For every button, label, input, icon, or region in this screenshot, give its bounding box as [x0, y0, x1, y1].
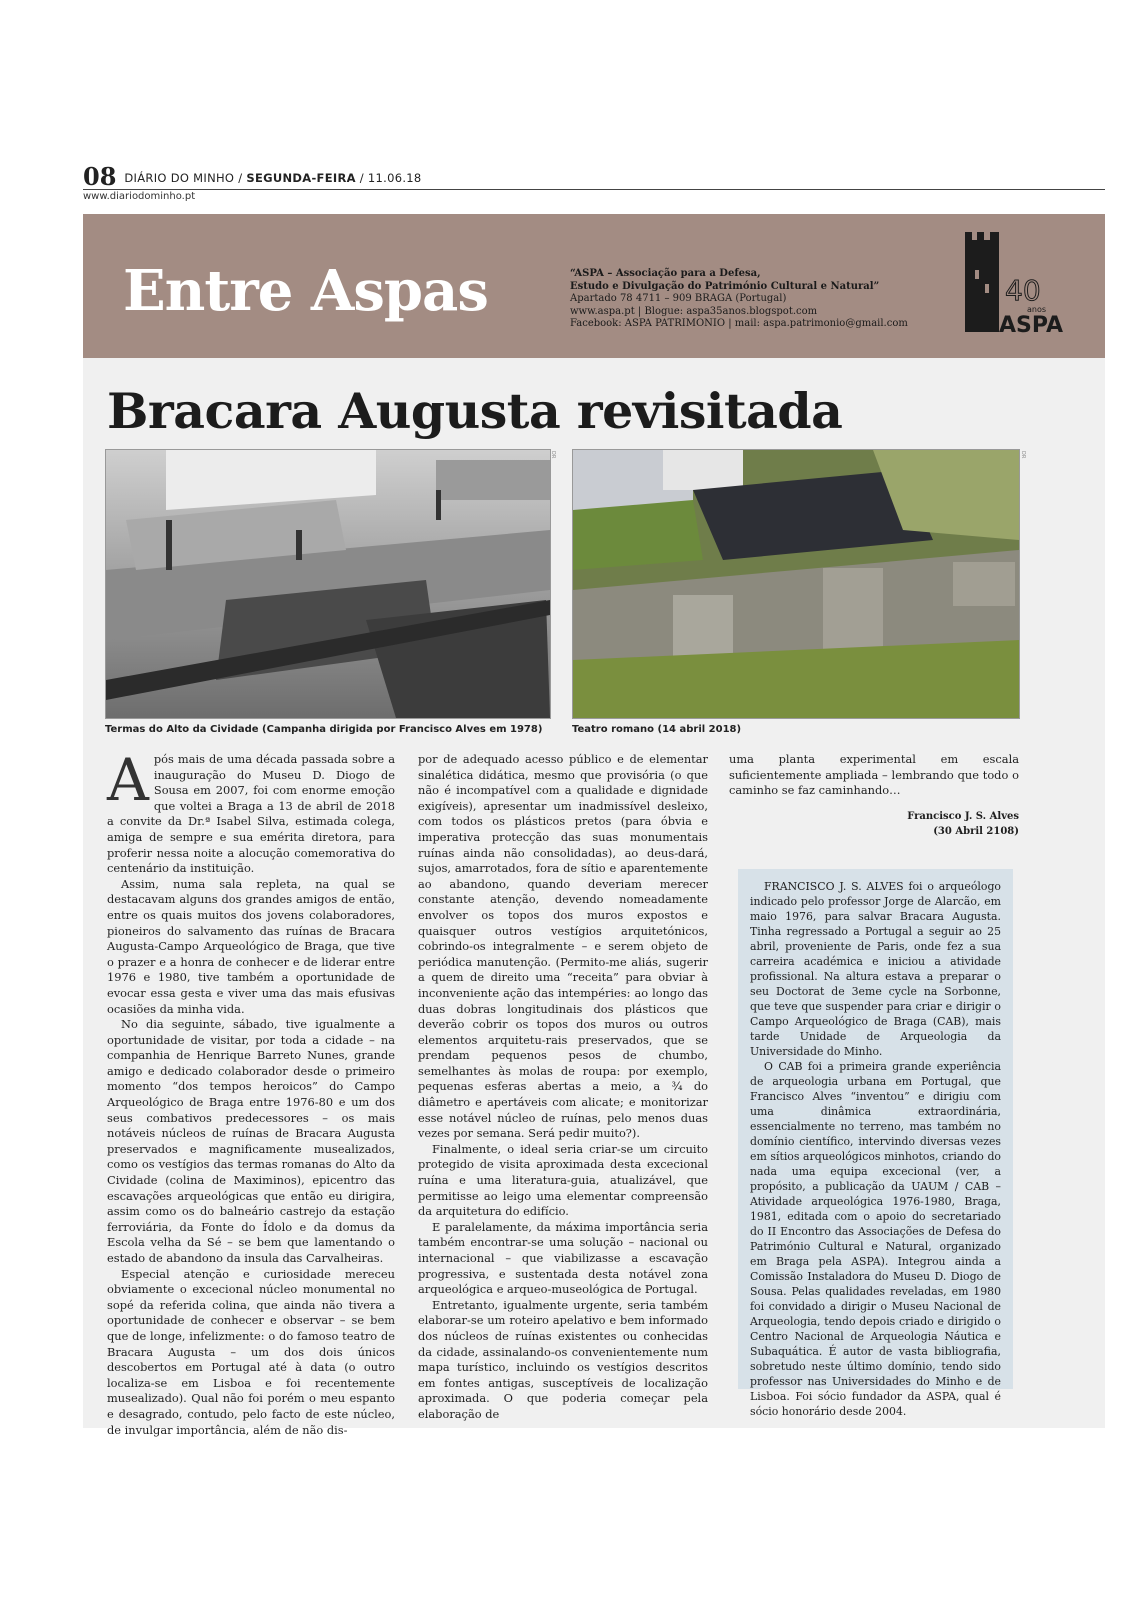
association-address: Apartado 78 4711 – 909 BRAGA (Portugal)	[570, 293, 787, 304]
newspaper-name: DIÁRIO DO MINHO	[124, 171, 235, 185]
author-name: Francisco J. S. Alves	[907, 810, 1019, 822]
association-contact: Facebook: ASPA PATRIMONIO | mail: aspa.patrimonio@gmail.com	[570, 318, 908, 329]
logo-text: ASPA	[999, 313, 1063, 338]
paragraph: Especial atenção e curiosidade mereceu obviamente o excecional núcleo monumental no sopé da referida colina, que ainda não tivera a oportunidade de conhecer e observar – se bem que de longe, infelizmente: o do famoso teatro de Bracara Augusta – um dos dois únicos descobertos em Portugal até à data (o outro localiza-se em Lisboa e foi recentemente musealizado). Qual não foi porém o meu espanto e desagrado, contudo, pelo facto de este núcleo, de invulgar importância, além de não dis-	[107, 1266, 395, 1437]
author-bio	[750, 879, 1001, 1419]
association-name-line2: Estudo e Divulgação do Património Cultural e Natural”	[570, 280, 880, 292]
paragraph: por de adequado acesso público e de elementar sinalética didática, mesmo que provisória (o que não é incompatível com a qualidade e dignidade exigíveis), apresentar um inadmissível desleixo, com todos os plásticos pretos (para óbvia e imperativa protecção das suas monumentais ruínas ainda não consolidadas), ao deus-dará, sujos, amarrotados, fora de sítio e aparentemente ao abandono, quando deveriam merecer constante atenção, devendo nomeadamente envolver os topos dos muros expostos e quaisquer outros vestígios arquitetónicos, cobrindo-os integralmente – e serem objeto de periódica manutenção. (Permito-me aliás, sugerir a quem de direito uma “receita” para obviar à inconveniente ação das intempéries: ao longo das duas dobras longitudinais dos plásticos que deverão cobrir os topos dos muros ou outros elementos arquitetu-rais preservados, que se prendam pequenos pesos de chumbo, semelhantes às molas de roupa: por exemplo, pequenas esferas abertas a meio, a ¾ do diâmetro e apertáveis com alicate; e monitorizar esse notável núcleo de ruínas, pelo menos duas vezes por semana. Será pedir muito?).	[418, 752, 708, 1141]
article-column-2	[418, 752, 708, 1423]
association-name-line1: “ASPA – Associação para a Defesa,	[570, 268, 761, 279]
author-bio-box	[738, 869, 1013, 1418]
paragraph: Entretanto, igualmente urgente, seria também elaborar-se um roteiro apelativo e bem informado dos núcleos de ruínas existentes ou conhecidas da cidade, assinalando-os convenientemente num mapa turístico, incluindo os vestígios descritos em fontes antigas, susceptíveis de localização aproximada. O que poderia começar pela elaboração de	[418, 1297, 708, 1421]
photo2-credit: DR	[1020, 451, 1026, 459]
weekday: SEGUNDA-FEIRA	[246, 171, 356, 185]
section-title: Entre Aspas	[123, 258, 488, 324]
paragraph: E paralelamente, da máxima importância seria também encontrar-se uma solução – nacional ou internacional – que viabilizasse a escavação progressiva, e sustentada desta notável zona arqueológica e arqueo-museológica de Portugal.	[418, 1219, 708, 1297]
photo1-credit: DR	[550, 451, 556, 459]
paragraph: Após mais de uma década passada sobre a inauguração do Museu D. Diogo de Sousa em 2007, foi com enorme emoção que voltei a Braga a 13 de abril de 2018 a convite da Dr.ª Isabel Silva, estimada colega, amiga de sempre e sua emérita diretora, para proferir nessa noite a alocução comemorativa do centenário da instituição.	[107, 746, 395, 876]
page-header	[83, 163, 1105, 190]
photo-roman-baths	[105, 449, 551, 719]
association-web: www.aspa.pt | Blogue: aspa35anos.blogspot.com	[570, 305, 818, 317]
drop-cap: A	[107, 746, 149, 814]
paragraph: O CAB foi a primeira grande experiência de arqueologia urbana em Portugal, que Francisco Alves “inventou” e dirigiu com uma dinâmica extraordinária, essencialmente no terreno, mas também no domínio científico, intervindo diversas vezes em sítios arqueológicos minhotos, criando do nada uma equipa excecional (ver, a propósito, a publicação da UAUM / CAB – Atividade arqueológica 1976-1980, Braga, 1981, editada com o apoio do secretariado do II Encontro das Associações de Defesa do Património Cultural e Natural, organizado em Braga pela ASPA). Integrou ainda a Comissão Instaladora do Museu D. Diogo de Sousa. Pelas qualidades reveladas, em 1980 foi convidado a dirigir o Museu Nacional de Arqueologia, tendo depois criado e dirigido o Centro Nacional de Arqueologia Náutica e Subaquática. É autor de vasta bibliografia, sobretudo neste último domínio, tendo sido professor nas Universidades do Minho e de Lisboa. Foi sócio fundador da ASPA, qual é sócio honorário desde 2004.	[750, 1060, 1001, 1418]
issue-info: DIÁRIO DO MINHO / SEGUNDA-FEIRA / 11.06.18	[124, 171, 422, 185]
logo-number: 40	[1005, 274, 1041, 307]
page-number: 08	[83, 162, 117, 191]
paragraph: uma planta experimental em escala suficientemente ampliada – lembrando que todo o caminho se faz caminhando…	[729, 752, 1019, 798]
photo1-caption: Termas do Alto da Cividade (Campanha dirigida por Francisco Alves em 1978)	[105, 724, 543, 735]
article-title: Bracara Augusta revisitada	[107, 382, 843, 440]
paragraph: Finalmente, o ideal seria criar-se um circuito protegido de visita aproximada desta excecional ruína e uma literatura-guia, atualizável, que permitisse ao leigo uma elementar compreensão da arquitetura do edifício.	[418, 1141, 708, 1219]
tower-icon	[965, 232, 999, 332]
paragraph: No dia seguinte, sábado, tive igualmente a oportunidade de visitar, por toda a cidade – na companhia de Henrique Barreto Nunes, grande amigo e dedicado colaborador desde o primeiro momento “dos tempos heroicos” do Campo Arqueológico de Braga entre 1976-80 e um dos seus combativos predecessores – os mais notáveis núcleos de ruínas de Bracara Augusta preservados e magnificamente musealizados, como os vestígios das termas romanas do Alto da Cividade (colina de Maximinos), epicentro das escavações arqueológicas que então eu dirigira, assim como os do balneário castrejo da estação ferroviária, da Fonte do Ídolo e da domus da Escola velha da Sé – se bem que lamentando o estado de abandono da insula das Carvalheiras.	[107, 1017, 395, 1265]
aspa-logo	[963, 232, 1063, 344]
logo-anos: anos	[1027, 305, 1047, 314]
signature-date: (30 Abril 2108)	[933, 825, 1019, 837]
issue-date: 11.06.18	[367, 171, 422, 185]
paragraph: FRANCISCO J. S. ALVES foi o arqueólogo indicado pelo professor Jorge de Alarcão, em maio 1976, para salvar Bracara Augusta. Tinha regressado a Portugal a seguir ao 25 abril, proveniente de Paris, onde fez a sua carreira académica e iniciou a atividade profissional. Na altura estava a preparar o seu Doctorat de 3eme cycle na Sorbonne, que teve que suspender para criar e dirigir o Campo Arqueológico de Braga (CAB), mais tarde Unidade de Arqueologia da Universidade do Minho.	[750, 880, 1001, 1058]
website-link[interactable]: www.diariodominho.pt	[83, 191, 196, 202]
photo2-caption: Teatro romano (14 abril 2018)	[572, 724, 742, 735]
paragraph: Assim, numa sala repleta, na qual se destacavam alguns dos grandes amigos de então, entre os quais muitos dos jovens colaboradores, pioneiros do salvamento das ruínas de Bracara Augusta-Campo Arqueológico de Braga, que tive o prazer e a honra de conhecer e de liderar entre 1976 e 1980, tive também a oportunidade de evocar essa gesta e viver uma das mais efusivas ocasiões da minha vida.	[107, 876, 395, 1016]
article-column-3	[729, 752, 1019, 839]
association-info	[570, 268, 940, 331]
signature	[729, 809, 1019, 839]
article-column-1	[107, 746, 395, 1438]
photo-roman-theatre	[572, 449, 1020, 719]
